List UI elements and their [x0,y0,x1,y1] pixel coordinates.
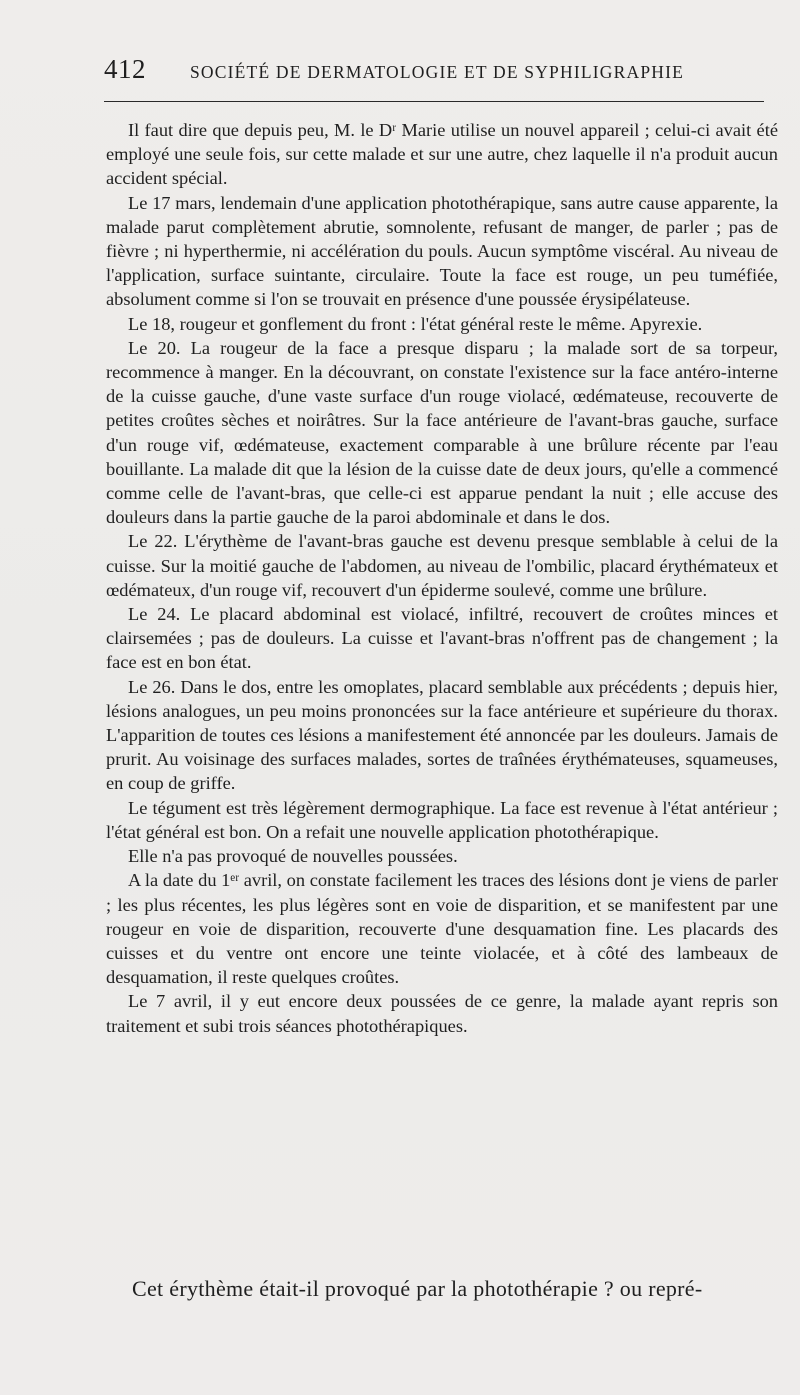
paragraph: Le 18, rougeur et gonflement du front : l'état général reste le même. Apyrexie. [128,313,703,334]
paragraph: Le 17 mars, lendemain d'une application photothérapique, sans autre cause apparente, la malade parut complètement abrutie, somnolente, refusant de manger, de parler ; pas de fièvre ; ni hyperthermie, ni accélération du pouls. Aucun symptôme viscéral. Au niveau de l'application, surface suintante, circulaire. Toute la face est rouge, un peu tuméfiée, absolument comme si l'on se trouvait en présence d'une poussée érysipélateuse. [106,192,778,310]
body-text [106,118,778,1038]
closing-line: Cet érythème était-il provoqué par la photothérapie ? ou repré- [132,1276,703,1301]
paragraph: Le 20. La rougeur de la face a presque disparu ; la malade sort de sa torpeur, recommence à manger. En la découvrant, on constate l'existence sur la face antéro-interne de la cuisse gauche, d'une vaste surface d'un rouge violacé, œdémateuse, recouverte de petites croûtes sèches et noirâtres. Sur la face antérieure de l'avant-bras gauche, surface d'un rouge vif, œdémateuse, exactement comparable à une brûlure récente par l'eau bouillante. La malade dit que la lésion de la cuisse date de deux jours, qu'elle a commencé comme celle de l'avant-bras, que celle-ci est apparue pendant la nuit ; elle accuse des douleurs dans la partie gauche de la paroi abdominale et dans le dos. [106,337,778,528]
paragraph: Le 24. Le placard abdominal est violacé, infiltré, recouvert de croûtes minces et clairsemées ; pas de douleurs. La cuisse et l'avant-bras n'offrent pas de changement ; la face est en bon état. [106,604,778,673]
paragraph: Le 7 avril, il y eut encore deux poussées de ce genre, la malade ayant repris son traitement et subi trois séances photothérapiques. [106,991,778,1036]
paragraph: Le tégument est très légèrement dermographique. La face est revenue à l'état antérieur ; l'état général est bon. On a refait une nouvelle application photothérapique. [106,797,778,842]
paragraph: Elle n'a pas provoqué de nouvelles poussées. [128,846,458,867]
running-head: SOCIÉTÉ DE DERMATOLOGIE ET DE SYPHILIGRAPHIE [190,62,685,82]
header-rule [104,101,764,102]
page-number: 412 [104,54,146,84]
paragraph: Le 22. L'érythème de l'avant-bras gauche est devenu presque semblable à celui de la cuisse. Sur la moitié gauche de l'abdomen, au niveau de l'ombilic, placard érythémateux et œdémateux, d'un rouge vif, recouvert d'un épiderme soulevé, comme une brûlure. [106,531,778,600]
paragraph: Le 26. Dans le dos, entre les omoplates, placard semblable aux précédents ; depuis hier, lésions analogues, un peu moins prononcées sur la face antérieure et supérieure du thorax. L'apparition de toutes ces lésions a manifestement été annoncée par les douleurs. Jamais de prurit. Au voisinage des surfaces malades, sortes de traînées érythémateuses, squameuses, en coup de griffe. [106,676,778,794]
paragraph: A la date du 1ᵉʳ avril, on constate facilement les traces des lésions dont je viens de parler ; les plus récentes, les plus légères sont en voie de disparition, et se manifestent par une rougeur en voie de disparition, recouverte d'une desquamation fine. Les placards des cuisses et du ventre ont encore une teinte violacée, et à côté des lambeaux de desquamation, il reste quelques croûtes. [106,870,778,988]
page-header [104,54,764,94]
paragraph: Il faut dire que depuis peu, M. le Dʳ Marie utilise un nouvel appareil ; celui-ci avait été employé une seule fois, sur cette malade et sur une autre, chez laquelle il n'a produit aucun accident spécial. [106,120,778,189]
